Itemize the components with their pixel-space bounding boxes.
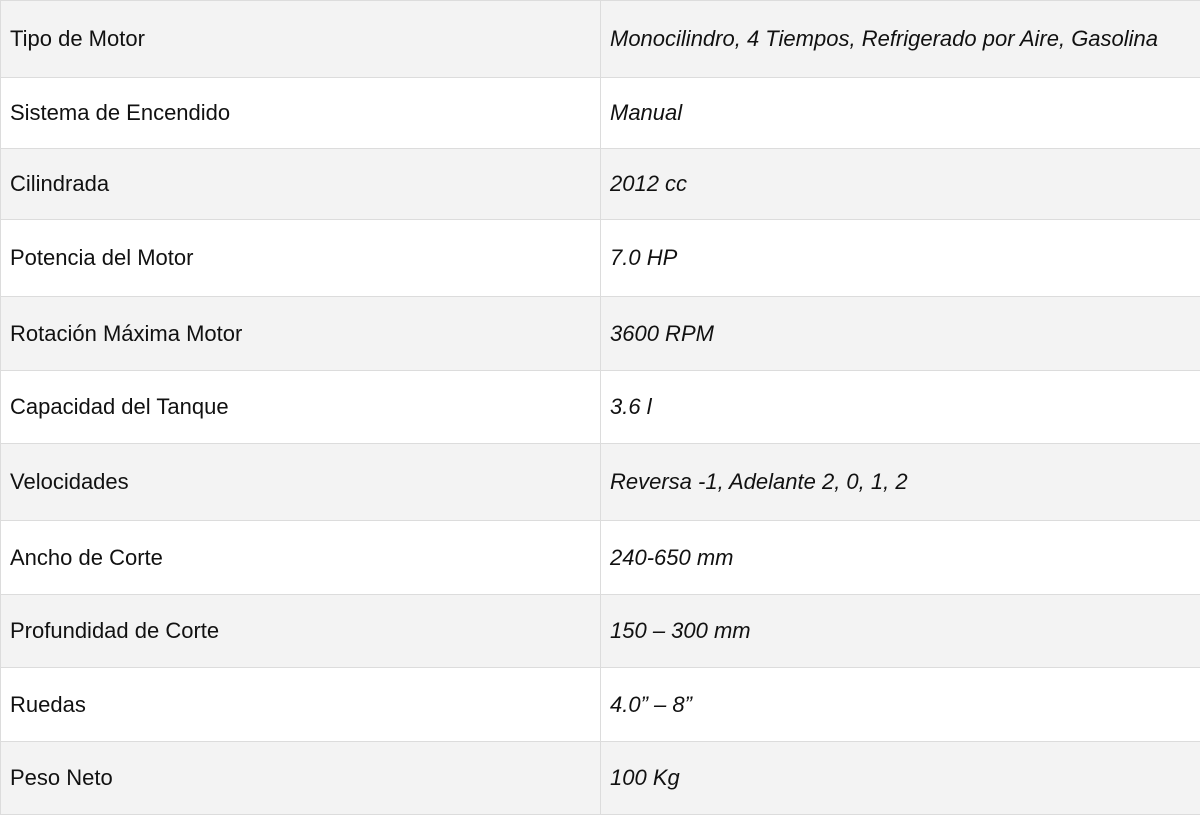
spec-value: Manual (601, 78, 1200, 149)
table-row (1, 220, 1200, 297)
spec-value: 3600 RPM (601, 297, 1200, 371)
spec-label: Ruedas (1, 668, 601, 742)
spec-value: 100 Kg (601, 742, 1200, 815)
table-row (1, 297, 1200, 371)
spec-value: 240-650 mm (601, 521, 1200, 595)
spec-value: 3.6 l (601, 371, 1200, 444)
spec-value: 7.0 HP (601, 220, 1200, 297)
spec-label: Peso Neto (1, 742, 601, 815)
spec-value: 4.0” – 8” (601, 668, 1200, 742)
table-row (1, 371, 1200, 444)
table-row (1, 668, 1200, 742)
table-row (1, 742, 1200, 815)
spec-label: Velocidades (1, 444, 601, 521)
table-row (1, 521, 1200, 595)
spec-label: Tipo de Motor (1, 1, 601, 78)
table-row (1, 444, 1200, 521)
spec-label: Sistema de Encendido (1, 78, 601, 149)
table-row (1, 1, 1200, 78)
spec-value: Reversa -1, Adelante 2, 0, 1, 2 (601, 444, 1200, 521)
spec-label: Cilindrada (1, 149, 601, 220)
table-row (1, 78, 1200, 149)
spec-label: Ancho de Corte (1, 521, 601, 595)
spec-value: Monocilindro, 4 Tiempos, Refrigerado por Aire, Gasolina (601, 1, 1200, 78)
spec-label: Potencia del Motor (1, 220, 601, 297)
spec-value: 2012 cc (601, 149, 1200, 220)
spec-value: 150 – 300 mm (601, 595, 1200, 668)
spec-label: Profundidad de Corte (1, 595, 601, 668)
spec-label: Capacidad del Tanque (1, 371, 601, 444)
table-row (1, 149, 1200, 220)
spec-label: Rotación Máxima Motor (1, 297, 601, 371)
table-row (1, 595, 1200, 668)
